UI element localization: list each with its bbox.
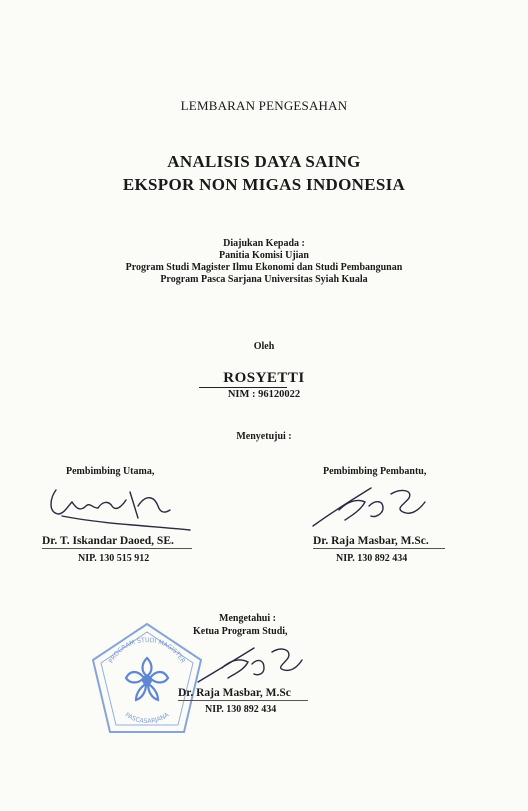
- university-stamp: [86, 620, 208, 742]
- assistant-supervisor-line: [313, 548, 445, 549]
- study-program: Program Studi Magister Ilmu Ekonomi dan Studi Pembangunan: [125, 262, 403, 273]
- university-program: Program Pasca Sarjana Universitas Syiah Kuala: [160, 274, 368, 285]
- assistant-supervisor-nip: NIP. 130 892 434: [336, 553, 408, 564]
- assistant-supervisor-role: Pembimbing Pembantu,: [323, 466, 427, 477]
- thesis-title-line-2: EKSPOR NON MIGAS INDONESIA: [122, 175, 406, 194]
- author-nim: NIM : 96120022: [227, 389, 301, 400]
- by-label: Oleh: [253, 341, 275, 352]
- acknowledged-label: Mengetahui :: [219, 613, 276, 624]
- stamp-text-top: PROGRAM STUDI MAGISTER: [107, 636, 187, 665]
- thesis-title-line-1: ANALISIS DAYA SAING: [167, 152, 361, 171]
- author-name: ROSYETTI: [223, 370, 305, 386]
- head-of-program-nip: NIP. 130 892 434: [205, 704, 277, 715]
- head-of-program-name: Dr. Raja Masbar, M.Sc: [178, 687, 291, 699]
- head-of-program-line: [178, 700, 308, 701]
- approved-label: Menyetujui :: [236, 431, 292, 442]
- main-supervisor-name: Dr. T. Iskandar Daoed, SE.: [42, 535, 174, 547]
- head-of-program-role: Ketua Program Studi,: [193, 626, 288, 637]
- main-supervisor-nip: NIP. 130 515 912: [78, 553, 150, 564]
- committee-name: Panitia Komisi Ujian: [218, 250, 309, 261]
- page-heading: LEMBARAN PENGESAHAN: [180, 98, 348, 113]
- assistant-supervisor-name: Dr. Raja Masbar, M.Sc.: [313, 535, 429, 547]
- stamp-emblem-icon: [126, 658, 168, 700]
- main-supervisor-role: Pembimbing Utama,: [66, 466, 155, 477]
- head-of-program-signature: [192, 640, 312, 690]
- assistant-supervisor-signature: [305, 480, 445, 535]
- main-supervisor-signature: [42, 478, 192, 538]
- stamp-text-bottom: PASCASARJANA: [123, 711, 171, 726]
- submitted-to-label: Diajukan Kepada :: [223, 238, 305, 249]
- svg-text:PASCASARJANA: [124, 711, 171, 725]
- main-supervisor-line: [42, 548, 192, 549]
- author-name-rule: [199, 387, 287, 388]
